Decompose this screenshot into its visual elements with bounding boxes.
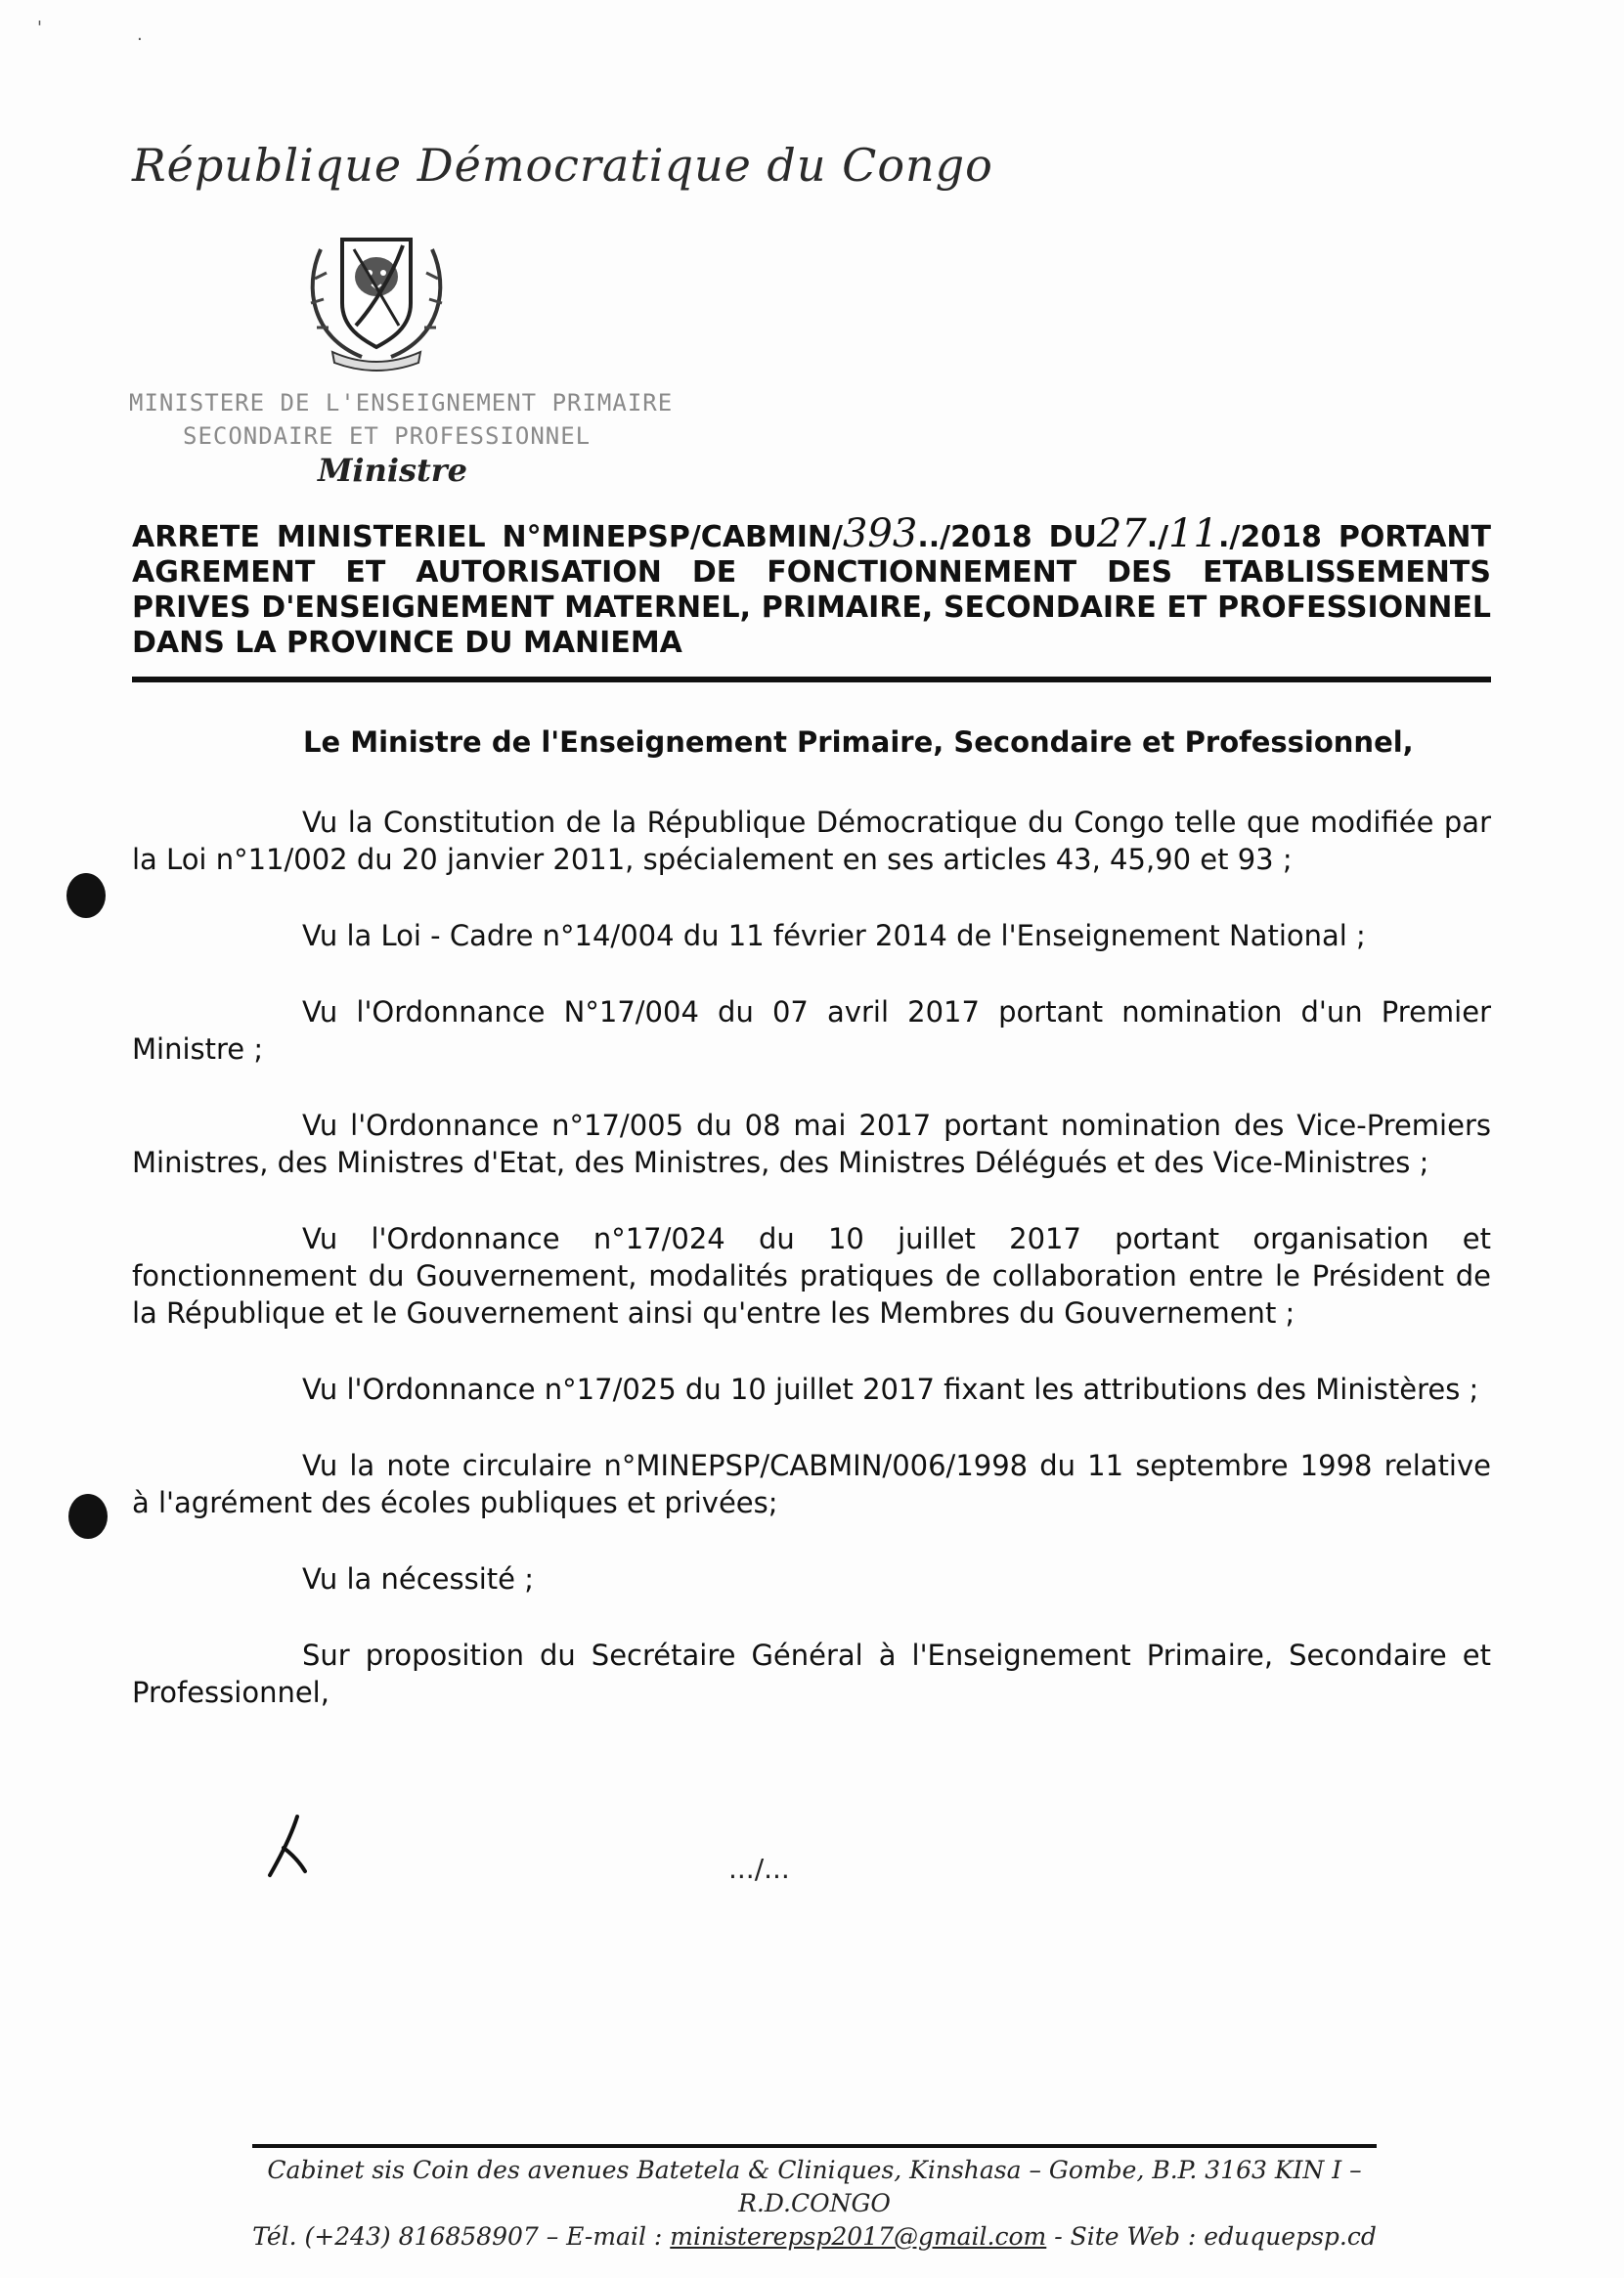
punch-hole <box>66 873 106 918</box>
paragraph: Vu la Constitution de la République Démocratique du Congo telle que modifiée par la Loi n°11/002 du 20 janvier 2011, spécialement en ses articles 43, 45,90 et 93 ; <box>132 806 1491 876</box>
republic-heading: République Démocratique du Congo <box>132 139 993 192</box>
punch-hole <box>68 1494 108 1539</box>
paragraph: Vu la note circulaire n°MINEPSP/CABMIN/006/1998 du 11 septembre 1998 relative à l'agrément des écoles publiques et privées; <box>132 1449 1491 1519</box>
footer-email: ministerepsp2017@gmail.com <box>670 2222 1047 2251</box>
footer-site: - Site Web : eduquepsp.cd <box>1046 2222 1377 2251</box>
decree-title <box>132 511 1491 661</box>
footer <box>252 2154 1377 2254</box>
coat-of-arms-icon <box>293 210 460 376</box>
decree-title-part4: ./2018 PORTANT AGREMENT ET AUTORISATION DE FONCTIONNEMENT DES ETABLISSEMENTS PRIVES D'ENSEIGNEMENT MATERNEL, PRIMAIRE, SECONDAIRE ET PROFESSIONNEL DANS LA PROVINCE DU MANIEMA <box>132 520 1491 660</box>
handwritten-initial-icon <box>262 1811 311 1879</box>
paragraph: Vu la Loi - Cadre n°14/004 du 11 février 2014 de l'Enseignement National ; <box>302 919 1366 952</box>
paragraph: Vu l'Ordonnance n°17/005 du 08 mai 2017 portant nomination des Vice-Premiers Ministres, des Ministres d'Etat, des Ministres, des Ministres Délégués et des Vice-Ministres ; <box>132 1109 1491 1179</box>
decree-title-part1: ARRETE MINISTERIEL N°MINEPSP/CABMIN/ <box>132 520 843 554</box>
ministre-label: Ministre <box>318 452 468 489</box>
ministry-stamp-line2: SECONDAIRE ET PROFESSIONNEL <box>183 422 592 450</box>
footer-address: Cabinet sis Coin des avenues Batetela & Cliniques, Kinshasa – Gombe, B.P. 3163 KIN I – R.D.CONGO <box>267 2156 1362 2217</box>
paragraph: Vu la nécessité ; <box>302 1562 534 1596</box>
paragraph: Vu l'Ordonnance n°17/025 du 10 juillet 2017 fixant les attributions des Ministères ; <box>302 1373 1479 1406</box>
scan-speck: . <box>137 24 143 45</box>
decree-month-handwritten: 11 <box>1168 511 1218 556</box>
paragraph: Vu l'Ordonnance N°17/004 du 07 avril 2017 portant nomination d'un Premier Ministre ; <box>132 995 1491 1066</box>
footer-phone: Tél. (+243) 816858907 – E-mail : <box>252 2222 671 2251</box>
ministry-stamp-line1: MINISTERE DE L'ENSEIGNEMENT PRIMAIRE <box>129 389 674 416</box>
ministry-stamp <box>129 386 677 453</box>
scan-speck: ' <box>37 18 42 38</box>
paragraph: Sur proposition du Secrétaire Général à l'Enseignement Primaire, Secondaire et Professionnel, <box>132 1639 1491 1709</box>
decree-number-handwritten: 393 <box>842 511 918 556</box>
footer-contact <box>252 2220 1377 2254</box>
continuation-mark: .../... <box>728 1853 790 1885</box>
minister-line: Le Ministre de l'Enseignement Primaire, Secondaire et Professionnel, <box>303 725 1414 759</box>
title-divider <box>132 677 1491 682</box>
decree-day-handwritten: 27 <box>1096 511 1147 556</box>
decree-title-part2: ../2018 DU <box>917 520 1097 554</box>
footer-divider <box>252 2144 1377 2148</box>
paragraph: Vu l'Ordonnance n°17/024 du 10 juillet 2017 portant organisation et fonctionnement du Gouvernement, modalités pratiques de collaboration entre le Président de la République et le Gouvernement ainsi qu'entre les Membres du Gouvernement ; <box>132 1222 1491 1330</box>
decree-title-part3: ./ <box>1146 520 1169 554</box>
decree-body <box>132 804 1491 1750</box>
